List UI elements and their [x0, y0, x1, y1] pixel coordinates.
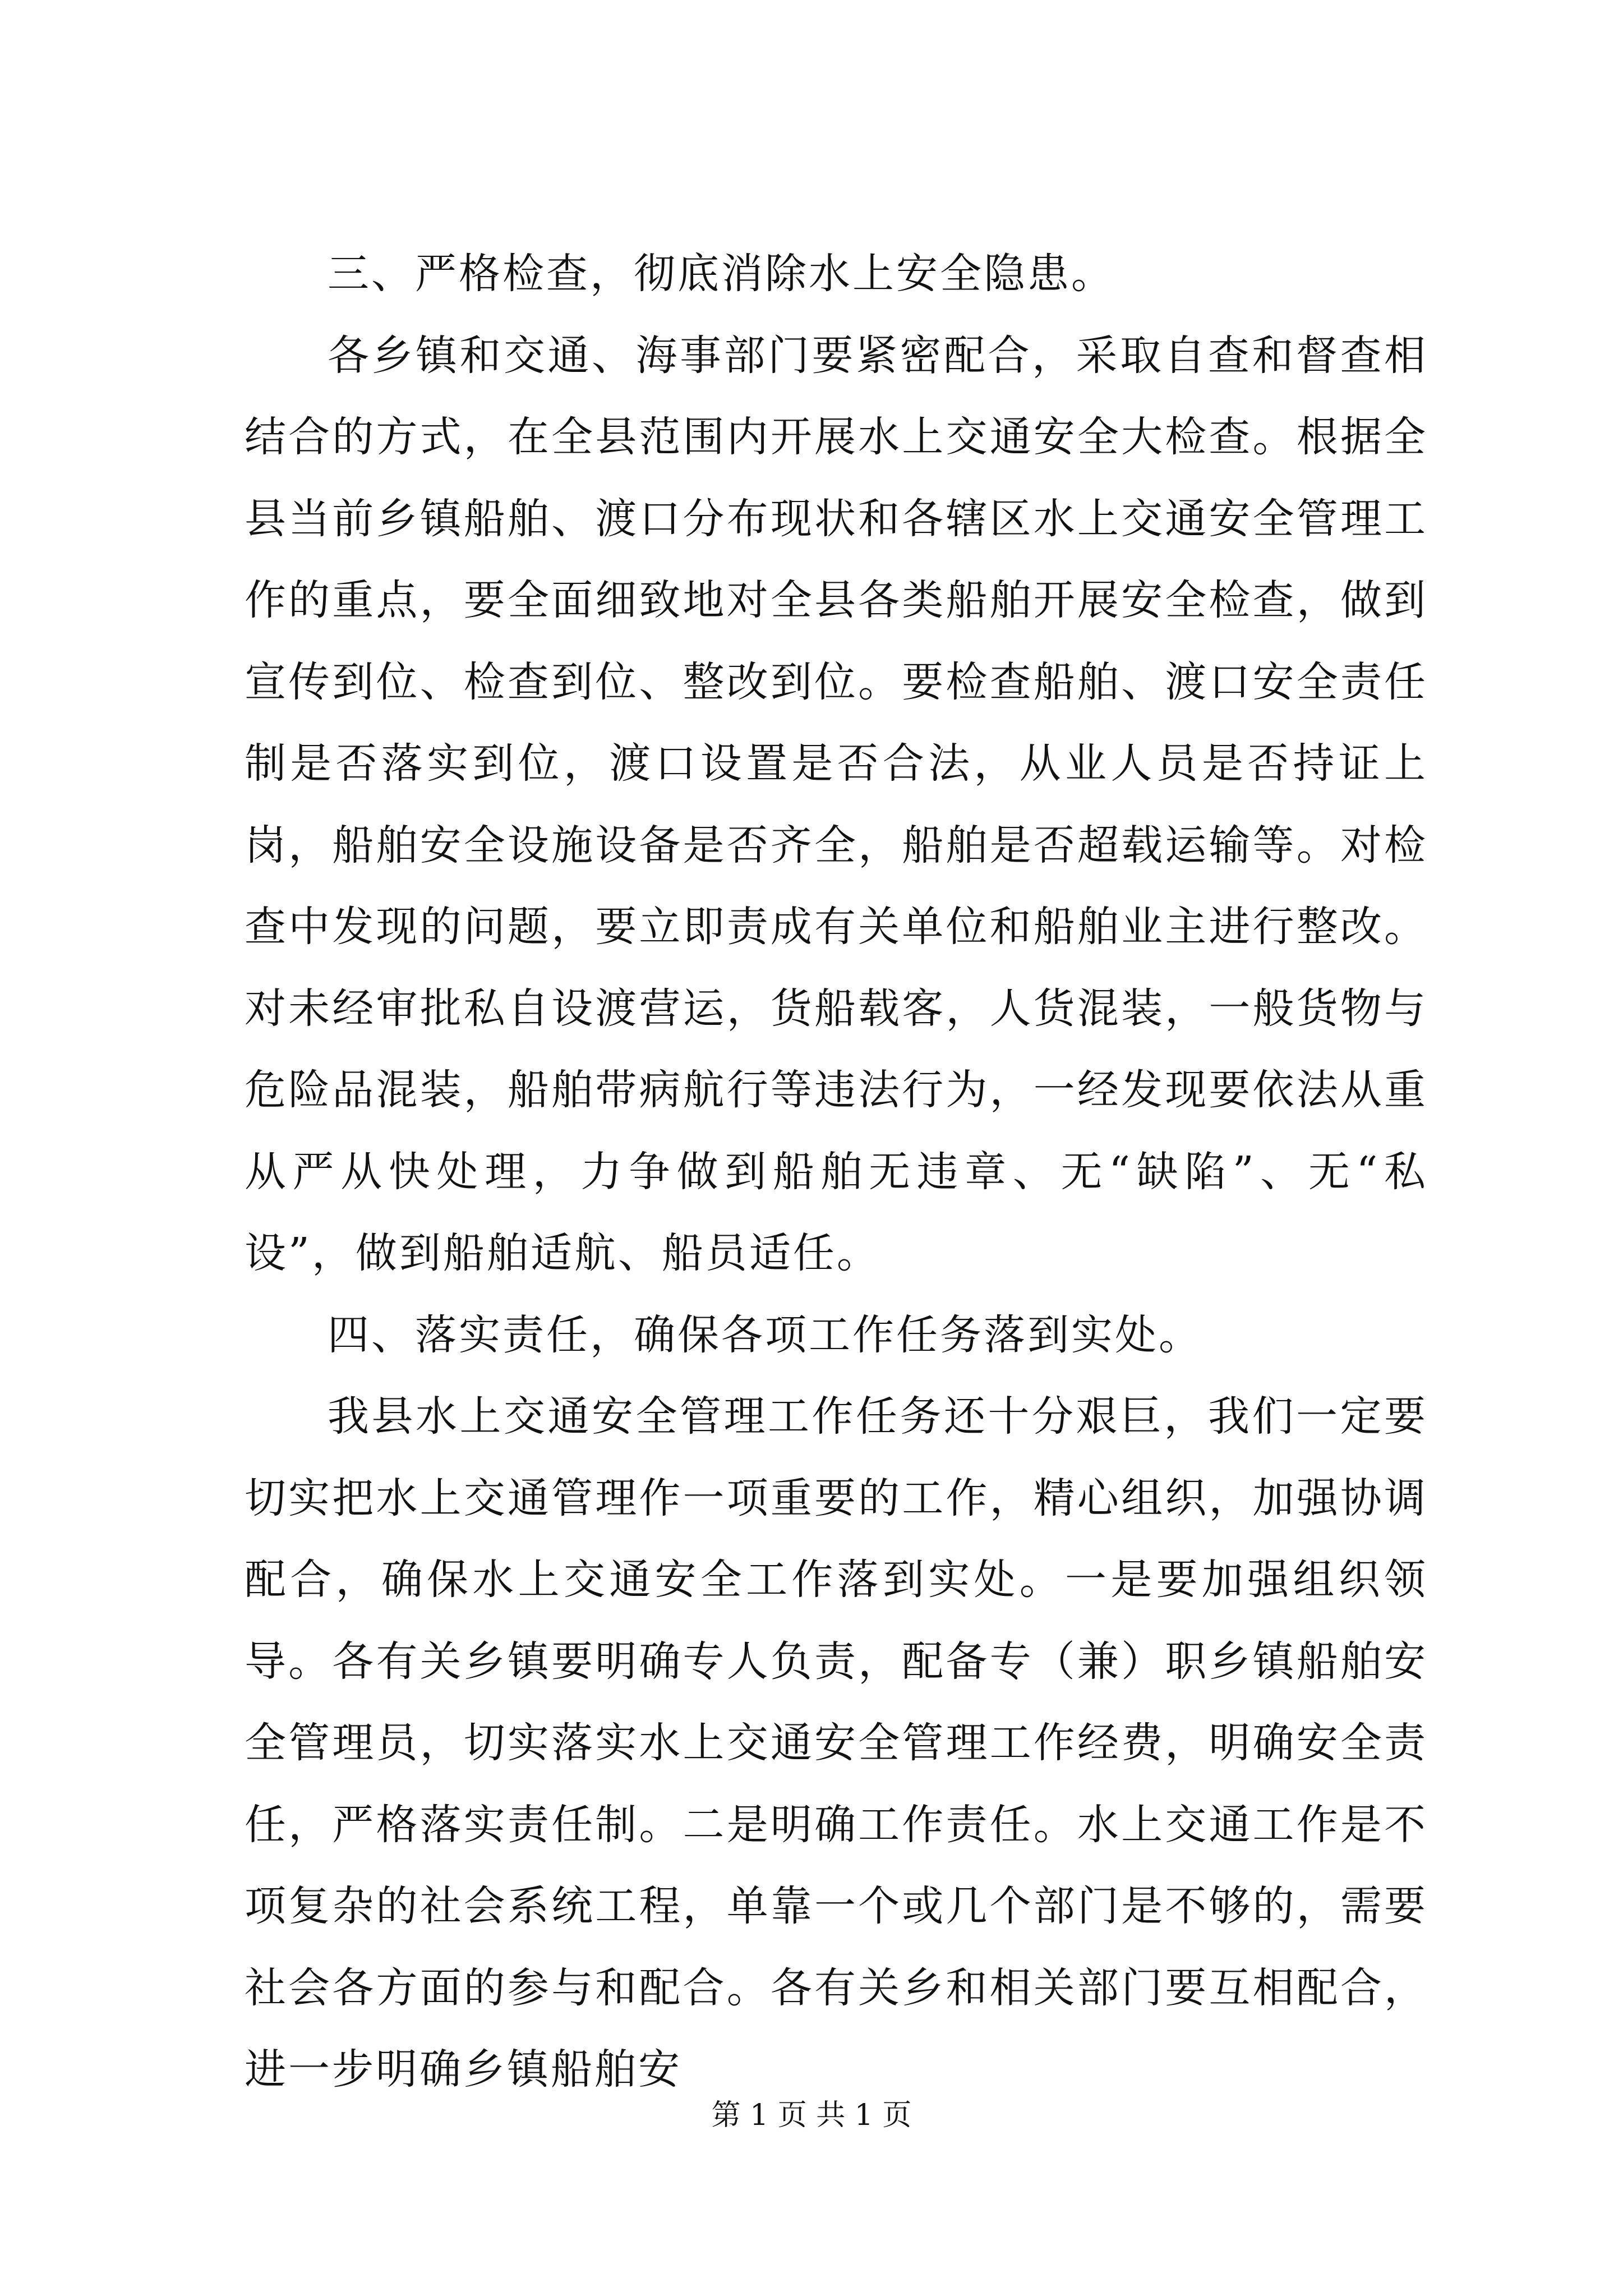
page-footer: 第 1 页 共 1 页	[711, 2099, 912, 2132]
section-heading-3: 三、严格检查，彻底消除水上安全隐患。	[328, 250, 1115, 298]
body-paragraph: 我县水上交通安全管理工作任务还十分艰巨，我们一定要切实把水上交通管理作一项重要的工作，精心组织，加强协调配合，确保水上交通安全工作落到实处。一是要加强组织领导。各有关乡镇要明确专人负责，配备专（兼）职乡镇船舶安全管理员，切实落实水上交通安全管理工作经费，明确安全责任，严格落实责任制。二是明确工作责任。水上交通工作是不项复杂的社会系统工程，单靠一个或几个部门是不够的，需要社会各方面的参与和配合。各有关乡和相关部门要互相配合，进一步明确乡镇船舶安	[245, 1392, 1428, 2093]
body-paragraph: 各乡镇和交通、海事部门要紧密配合，采取自查和督查相结合的方式，在全县范围内开展水上交通安全大检查。根据全县当前乡镇船舶、渡口分布现状和各辖区水上交通安全管理工作的重点，要全面细致地对全县各类船舶开展安全检查，做到宣传到位、检查到位、整改到位。要检查船舶、渡口安全责任制是否落实到位，渡口设置是否合法，从业人员是否持证上岗，船舶安全设施设备是否齐全，船舶是否超载运输等。对检查中发现的问题，要立即责成有关单位和船舶业主进行整改。对未经审批私自设渡营运，货船载客，人货混装，一般货物与危险品混装，船舶带病航行等违法行为，一经发现要依法从重从严从快处理，力争做到船舶无违章、无“缺陷”、无“私设”，做到船舶适航、船员适任。	[245, 331, 1428, 1277]
document-body	[245, 233, 1428, 2111]
section-heading-4: 四、落实责任，确保各项工作任务落到实处。	[328, 1310, 1202, 1359]
